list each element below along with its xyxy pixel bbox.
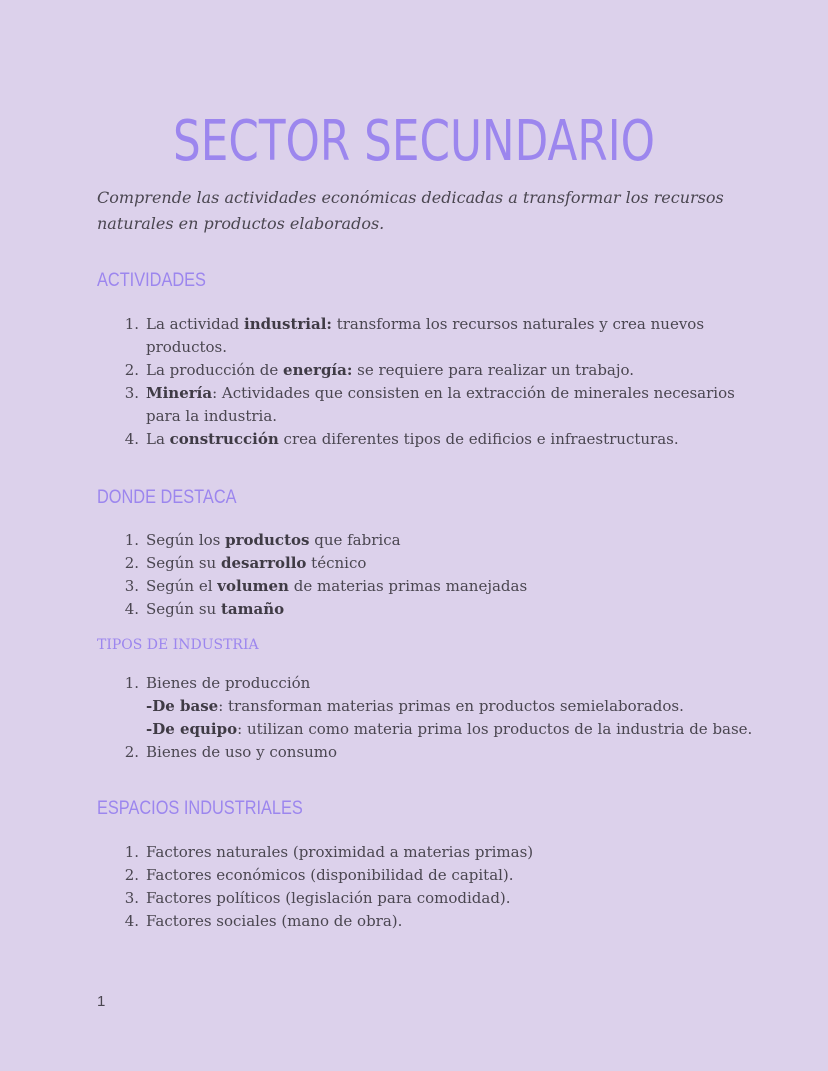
subheading-tipos-de-industria: TIPOS DE INDUSTRIA (97, 637, 259, 653)
list-item: 4. La construcción crea diferentes tipos de edificios e infraestructuras. (124, 430, 679, 448)
section-heading-espacios-industriales: ESPACIOS INDUSTRIALES (97, 798, 303, 819)
page-title: SECTOR SECUNDARIO (173, 109, 655, 174)
list-item: 3. Minería: Actividades que consisten en la extracción de minerales necesarios para la industria. (124, 384, 735, 425)
list-item: 2. Bienes de uso y consumo (124, 743, 338, 761)
tipos-list (97, 672, 757, 764)
list-item: 4. Factores sociales (mano de obra). (124, 912, 403, 930)
intro-paragraph: Comprende las actividades económicas dedicadas a transformar los recursos naturales en productos elaborados. (97, 188, 724, 233)
section-heading-actividades: ACTIVIDADES (97, 270, 206, 291)
page-number: 1 (97, 993, 106, 1010)
list-item: 2. Factores económicos (disponibilidad de capital). (124, 866, 514, 884)
list-item: 2. Según su desarrollo técnico (124, 554, 367, 572)
list-item: 2. La producción de energía: se requiere para realizar un trabajo. (124, 361, 635, 379)
section-heading-donde-destaca: DONDE DESTACA (97, 487, 237, 508)
list-item: 4. Según su tamaño (124, 600, 285, 618)
espacios-list (97, 841, 757, 933)
list-item: 1. Según los productos que fabrica (124, 531, 401, 549)
list-item: 1. Bienes de producción -De base: transforman materias primas en productos semielaborados. -De equipo: utilizan como materia prima los productos de la industria de base. (124, 674, 753, 738)
list-item: 1. La actividad industrial: transforma los recursos naturales y crea nuevos productos. (124, 315, 705, 356)
actividades-list (97, 313, 757, 451)
list-item: 3. Según el volumen de materias primas manejadas (124, 577, 528, 595)
list-item: 3. Factores políticos (legislación para comodidad). (124, 889, 511, 907)
donde-destaca-list (97, 529, 757, 621)
list-item: 1. Factores naturales (proximidad a materias primas) (124, 843, 534, 861)
